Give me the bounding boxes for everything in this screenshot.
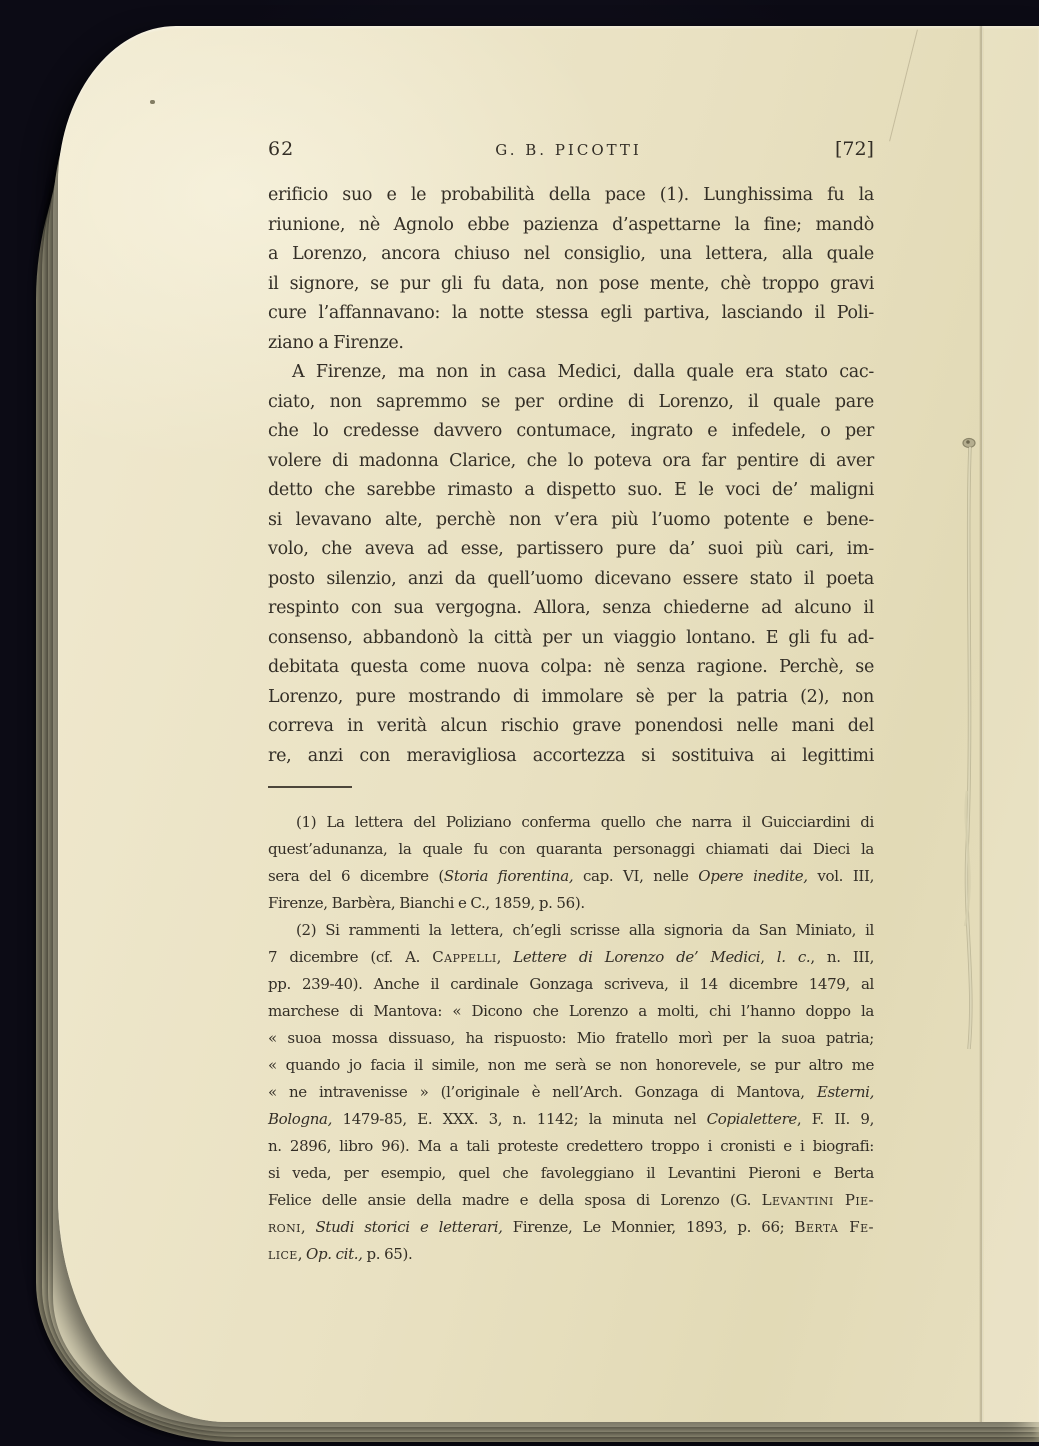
binding-thread xyxy=(953,421,993,1051)
page-number: 62 xyxy=(268,138,295,160)
text-line: posto silenzio, anzi da quell’uomo dicevano essere stato il poeta xyxy=(268,568,874,589)
text-line: pp. 239-40). Anche il cardinale Gonzaga scriveva, il 14 dicembre 1479, al xyxy=(268,975,874,993)
text-line: sera del 6 dicembre (Storia fiorentina, cap. VI, nelle Opere inedite, vol. III, xyxy=(268,867,874,885)
text-line: respinto con sua vergogna. Allora, senza chiederne ad alcuno il xyxy=(268,598,874,618)
text-line: a Lorenzo, ancora chiuso nel consiglio, una lettera, alla quale xyxy=(268,244,874,264)
text-line: lice, Op. cit., p. 65). xyxy=(268,1245,413,1263)
text-line: volo, che aveva ad esse, partissero pure da’ suoi più cari, im- xyxy=(268,539,874,559)
text-line: (2) Si rammenti la lettera, ch’egli scrisse alla signoria da San Miniato, il xyxy=(296,921,874,939)
text-line: Bologna, 1479-85, E. XXX. 3, n. 1142; la minuta nel Copialettere, F. II. 9, xyxy=(268,1110,874,1128)
footnote-separator xyxy=(268,786,352,788)
text-line: ciato, non sapremmo se per ordine di Lorenzo, il quale pare xyxy=(268,391,874,412)
text-line: consenso, abbandonò la città per un viaggio lontano. E gli fu ad- xyxy=(268,627,874,648)
book-page xyxy=(58,26,1039,1422)
bracket-number: [72] xyxy=(834,138,874,160)
text-line: quest’adunanza, la quale fu con quaranta personaggi chiamati dai Dieci la xyxy=(268,840,874,858)
text-line: si veda, per esempio, quel che favoleggiano il Levantini Pieroni e Berta xyxy=(268,1164,874,1182)
text-line: il signore, se pur gli fu data, non pose mente, chè troppo gravi xyxy=(268,273,874,294)
text-line: debitata questa come nuova colpa: nè senza ragione. Perchè, se xyxy=(268,657,874,677)
text-line: erificio suo e le probabilità della pace (1). Lunghissima fu la xyxy=(268,185,874,205)
footnotes xyxy=(268,809,874,1268)
text-line: volere di madonna Clarice, che lo poteva ora far pentire di aver xyxy=(268,450,874,471)
body-text xyxy=(268,181,874,771)
page-header xyxy=(268,138,874,164)
page-content xyxy=(268,138,874,1268)
text-line: re, anzi con meravigliosa accortezza si sostituiva ai legittimi xyxy=(268,745,874,766)
text-line: « suoa mossa dissuaso, ha rispuosto: Mio fratello morì per la suoa patria; xyxy=(268,1029,874,1047)
text-line: Firenze, Barbèra, Bianchi e C., 1859, p. 56). xyxy=(268,894,585,912)
text-line: che lo credesse davvero contumace, ingrato e infedele, o per xyxy=(268,421,874,441)
paper-speck xyxy=(150,100,155,104)
text-line: si levavano alte, perchè non v’era più l’uomo potente e bene- xyxy=(268,509,874,530)
text-line: detto che sarebbe rimasto a dispetto suo. E le voci de’ maligni xyxy=(268,480,874,500)
text-line: ziano a Firenze. xyxy=(268,332,404,353)
text-line: (1) La lettera del Poliziano conferma quello che narra il Guicciardini di xyxy=(296,813,874,831)
paper-crack xyxy=(889,30,918,142)
running-title: G. B. PICOTTI xyxy=(495,141,642,159)
text-line: roni, Studi storici e letterari, Firenze, Le Monnier, 1893, p. 66; Berta Fe- xyxy=(268,1218,874,1236)
text-line: Felice delle ansie della madre e della sposa di Lorenzo (G. Levantini Pie- xyxy=(268,1191,874,1209)
text-line: « ne intravenisse » (l’originale è nell’Arch. Gonzaga di Mantova, Esterni, xyxy=(268,1083,874,1101)
text-line: 7 dicembre (cf. A. Cappelli, Lettere di Lorenzo de’ Medici, l. c., n. III, xyxy=(268,948,874,966)
text-line: correva in verità alcun rischio grave ponendosi nelle mani del xyxy=(268,716,874,736)
text-line: « quando jo facia il simile, non me serà se non honorevele, se pur altro me xyxy=(268,1056,874,1074)
text-line: A Firenze, ma non in casa Medici, dalla quale era stato cac- xyxy=(292,362,874,382)
text-line: n. 2896, libro 96). Ma a tali proteste credettero troppo i cronisti e i biografi: xyxy=(268,1137,874,1155)
text-line: cure l’affannavano: la notte stessa egli partiva, lasciando il Poli- xyxy=(268,303,874,323)
text-line: Lorenzo, pure mostrando di immolare sè per la patria (2), non xyxy=(268,686,874,707)
text-line: riunione, nè Agnolo ebbe pazienza d’aspettarne la fine; mandò xyxy=(268,214,874,235)
text-line: marchese di Mantova: « Dicono che Lorenzo a molti, chi l’hanno doppo la xyxy=(268,1002,874,1020)
